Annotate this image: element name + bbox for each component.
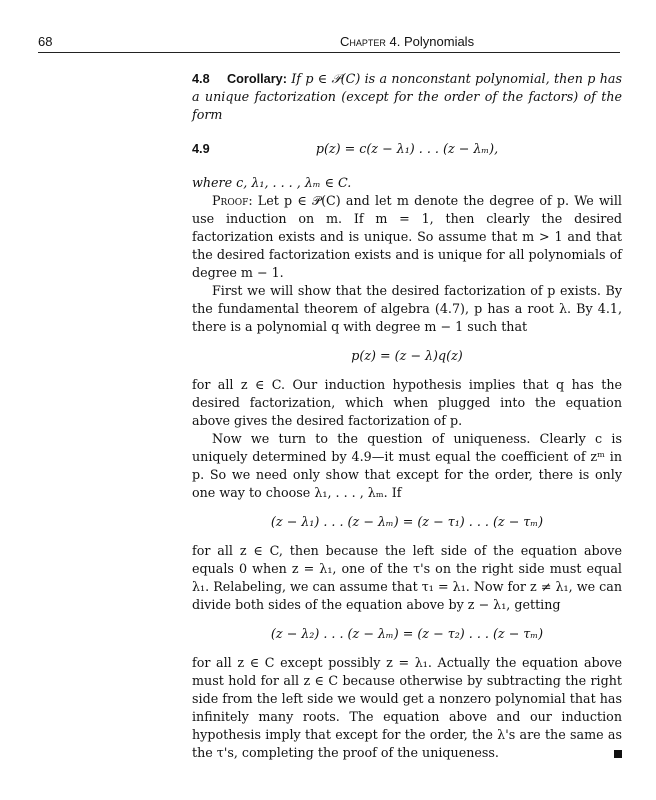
- corollary-4-8: [192, 70, 622, 124]
- proof-paragraph-1: [192, 192, 622, 282]
- equation-label: 4.9: [192, 142, 210, 156]
- where-clause: where c, λ₁, . . . , λₘ ∈ C.: [192, 175, 352, 190]
- proof-label: Proof:: [212, 193, 253, 208]
- equation-reduced: (z − λ₂) . . . (z − λₘ) = (z − τ₂) . . . (z − τₘ): [270, 626, 544, 641]
- running-header: [38, 34, 620, 53]
- proof-text-1: Let p ∈ 𝒫(C) and let m denote the degree of p. We will use induction on m. If m = 1, then clearly the desired factorization exists and is unique. So assume that m > 1 and that the desired factorization exists and is unique for all polynomials of degree m − 1.: [192, 193, 622, 280]
- final-paragraph-wrap: [192, 654, 622, 762]
- chapter-title: Polynomials: [403, 34, 475, 49]
- proof-paragraph-3: for all z ∈ C. Our induction hypothesis implies that q has the desired factorization, which when plugged into the equation above gives the desired factorization of p.: [192, 377, 622, 428]
- chapter-label: Chapter 4.: [340, 34, 401, 49]
- chapter-heading: [340, 34, 474, 49]
- proof-paragraph-4: Now we turn to the question of uniqueness. Clearly c is uniquely determined by 4.9—it must equal the coefficient of zᵐ in p. So we need only show that except for the order, there is only one way to choose λ₁, . . . , λₘ. If: [192, 431, 622, 500]
- equation-uniqueness: (z − λ₁) . . . (z − λₘ) = (z − τ₁) . . . (z − τₘ): [270, 514, 544, 529]
- equation-factor: p(z) = (z − λ)q(z): [351, 348, 463, 363]
- corollary-label: Corollary:: [227, 72, 287, 86]
- equation-4-9: [192, 140, 622, 158]
- corollary-number: 4.8: [192, 72, 210, 86]
- proof-paragraph-2: First we will show that the desired factorization of p exists. By the fundamental theorem of algebra (4.7), p has a root λ. By 4.1, there is a polynomial q with degree m − 1 such that: [192, 283, 622, 334]
- page-body: [192, 70, 622, 762]
- equation-text: p(z) = c(z − λ₁) . . . (z − λₘ),: [315, 141, 499, 156]
- qed-square-icon: [614, 750, 622, 758]
- proof-paragraph-6: for all z ∈ C except possibly z = λ₁. Actually the equation above must hold for all z ∈ C because otherwise by subtracting the right side from the left side we would get a nonzero polynomial that has infinitely many roots. The equation above and our induction hypothesis imply that except for the order, the λ's are the same as the τ's, completing the proof of the uniqueness.: [192, 655, 622, 760]
- proof-paragraph-5: for all z ∈ C, then because the left side of the equation above equals 0 when z = λ₁, one of the τ's on the right side must equal λ₁. Relabeling, we can assume that τ₁ = λ₁. Now for z ≠ λ₁, we can divide both sides of the equation above by z − λ₁, getting: [192, 543, 622, 612]
- corollary-statement: If p ∈ 𝒫(C) is a nonconstant polynomial, then p has a unique factorization (except for the order of the factors) of the form: [192, 71, 622, 122]
- page-number: 68: [38, 34, 53, 49]
